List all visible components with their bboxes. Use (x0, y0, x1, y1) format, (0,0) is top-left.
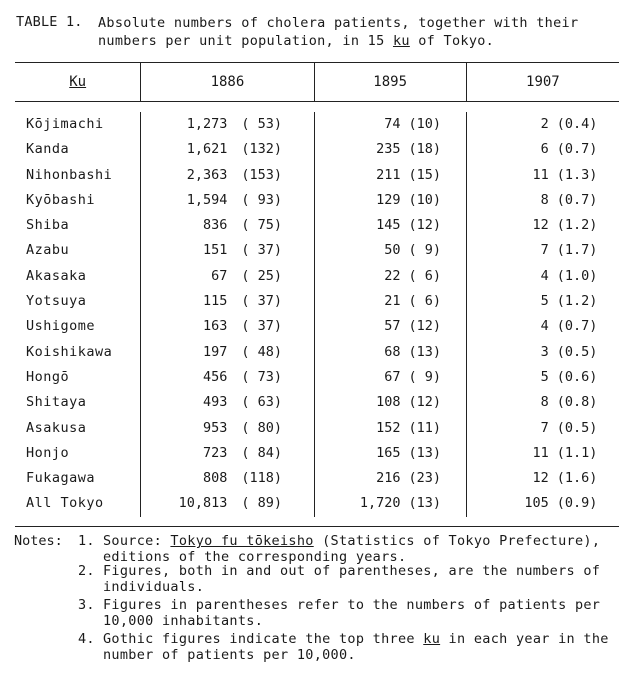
patient-count: 67 (384, 368, 401, 385)
table-row-1886 (141, 137, 313, 162)
table-row-1907 (467, 163, 619, 188)
patient-count: 163 (202, 318, 228, 335)
note-text-start: Figures in parentheses refer to the numbers of patients per 10,000 inhabitants. (103, 597, 601, 629)
patient-count: 5 (540, 293, 549, 310)
rate-per-10000: (1.6) (556, 470, 598, 487)
patient-count: 50 (384, 242, 401, 259)
rate-per-10000: ( 37) (241, 242, 283, 259)
table-row-1907 (467, 188, 619, 213)
rate-per-10000: ( 37) (241, 293, 283, 310)
table-row-1895 (315, 163, 466, 188)
rate-per-10000: (118) (241, 470, 283, 487)
rate-per-10000: ( 63) (241, 394, 283, 411)
ku-name: Nihonbashi (26, 166, 113, 183)
notes-label: Notes: (14, 533, 63, 549)
rate-per-10000: (15) (408, 166, 442, 183)
rate-per-10000: (1.0) (556, 267, 598, 284)
header-ku (15, 63, 140, 101)
rate-per-10000: (0.5) (556, 419, 598, 436)
rate-per-10000: (0.4) (556, 116, 598, 132)
table-row-1895 (315, 137, 466, 162)
ku-name: Hongō (26, 368, 70, 385)
rate-per-10000: (18) (408, 141, 442, 158)
table-row-1886 (141, 188, 313, 213)
patient-count: 129 (376, 191, 401, 208)
rate-per-10000: (1.2) (556, 217, 598, 234)
table-row-1907 (467, 340, 619, 365)
patient-count: 57 (384, 318, 401, 335)
rate-per-10000: ( 84) (241, 444, 283, 461)
rate-per-10000: (13) (408, 495, 442, 512)
rate-per-10000: ( 6) (408, 293, 442, 310)
patient-count: 11 (532, 444, 549, 461)
table-row-1895 (315, 491, 466, 516)
note-underlined-term: Tokyo fu tōkeisho (170, 533, 314, 549)
ku-name: All Tokyo (26, 495, 104, 512)
rate-per-10000: ( 75) (241, 217, 283, 234)
table-row-1895 (315, 112, 466, 137)
rate-per-10000: (132) (241, 141, 283, 158)
ku-name: Yotsuya (26, 293, 87, 310)
patient-count: 493 (202, 394, 228, 411)
ku-name: Asakusa (26, 419, 87, 436)
table-row-1886 (141, 213, 313, 238)
rate-per-10000: ( 37) (241, 318, 283, 335)
table-row-1907 (467, 390, 619, 415)
rate-per-10000: (0.7) (556, 191, 598, 208)
patient-count: 235 (376, 141, 401, 158)
table-row-1907 (467, 365, 619, 390)
rate-per-10000: ( 89) (241, 495, 283, 512)
ku-name: Shitaya (26, 394, 87, 411)
rate-per-10000: ( 48) (241, 343, 283, 360)
note-text (103, 597, 623, 629)
table-row-1895 (315, 289, 466, 314)
note-text-end: in each year in the number of patients per 10,000. (103, 631, 609, 663)
ku-name: Ushigome (26, 318, 96, 335)
patient-count: 74 (384, 116, 401, 132)
note-number: 1. (78, 533, 95, 549)
patient-count: 6 (540, 141, 549, 158)
rate-per-10000: (0.9) (556, 495, 598, 512)
note-text-start: Source: (103, 533, 171, 549)
patient-count: 165 (376, 444, 401, 461)
column-1886 (140, 112, 313, 517)
table-row-1895 (315, 264, 466, 289)
patient-count: 216 (376, 470, 401, 487)
table-row-1895 (315, 466, 466, 491)
table-row-1886 (141, 466, 313, 491)
ku-name: Fukagawa (26, 470, 96, 487)
rate-per-10000: ( 93) (241, 191, 283, 208)
patient-count: 115 (202, 293, 228, 310)
table-header-row (15, 63, 619, 102)
cholera-table (15, 62, 619, 527)
rate-per-10000: (0.5) (556, 343, 598, 360)
rate-per-10000: (1.2) (556, 293, 598, 310)
patient-count: 108 (376, 394, 401, 411)
note-text (103, 563, 623, 595)
note-text-start: Gothic figures indicate the top three (103, 631, 424, 647)
patient-count: 68 (384, 343, 401, 360)
patient-count: 7 (540, 242, 549, 259)
column-1907 (466, 112, 619, 517)
rate-per-10000: ( 25) (241, 267, 283, 284)
patient-count: 4 (540, 318, 549, 335)
table-body (15, 102, 619, 526)
rate-per-10000: (10) (408, 191, 442, 208)
table-row-1907 (467, 314, 619, 339)
column-ku (15, 112, 140, 517)
note-number: 2. (78, 563, 95, 579)
ku-name: Koishikawa (26, 343, 113, 360)
header-year-1886: 1886 (140, 63, 313, 101)
table-row-1886 (141, 390, 313, 415)
table-row-1907 (467, 491, 619, 516)
rate-per-10000: (0.6) (556, 368, 598, 385)
note-text (103, 631, 623, 663)
table-row-1886 (141, 314, 313, 339)
table-row-1886 (141, 365, 313, 390)
patient-count: 2 (540, 116, 549, 132)
patient-count: 8 (540, 191, 549, 208)
table-row-1907 (467, 238, 619, 263)
patient-count: 7 (540, 419, 549, 436)
table-row-1895 (315, 188, 466, 213)
patient-count: 456 (202, 368, 228, 385)
patient-count: 12 (532, 470, 549, 487)
patient-count: 2,363 (186, 166, 228, 183)
table-row-1886 (141, 264, 313, 289)
ku-name: Kyōbashi (26, 191, 96, 208)
rate-per-10000: (11) (408, 419, 442, 436)
title-text: Absolute numbers of cholera patients, together with their numbers per unit population, in 15 (98, 15, 579, 49)
title-ku: ku (392, 33, 410, 49)
patient-count: 197 (202, 343, 228, 360)
rate-per-10000: (0.8) (556, 394, 598, 411)
patient-count: 211 (376, 166, 401, 183)
table-row-1907 (467, 441, 619, 466)
table-row-1895 (315, 238, 466, 263)
rate-per-10000: (12) (408, 318, 442, 335)
rate-per-10000: (0.7) (556, 318, 598, 335)
patient-count: 953 (202, 419, 228, 436)
table-row-1907 (467, 416, 619, 441)
ku-name: Shiba (26, 217, 70, 234)
patient-count: 5 (540, 368, 549, 385)
table-row-1907 (467, 264, 619, 289)
table-row-1895 (315, 416, 466, 441)
title-text-end: of Tokyo. (409, 33, 495, 49)
note-text-end: (Statistics of Tokyo Prefecture), editions of the corresponding years. (103, 533, 601, 565)
rate-per-10000: (23) (408, 470, 442, 487)
patient-count: 1,621 (186, 141, 228, 158)
patient-count: 145 (376, 217, 401, 234)
table-row-1895 (315, 340, 466, 365)
patient-count: 808 (202, 470, 228, 487)
patient-count: 21 (384, 293, 401, 310)
table-row-1907 (467, 466, 619, 491)
ku-name: Akasaka (26, 267, 87, 284)
header-ku-label: Ku (69, 74, 87, 90)
table-row-1895 (315, 314, 466, 339)
table-row-1907 (467, 112, 619, 137)
table-row-1886 (141, 289, 313, 314)
table-row-1886 (141, 340, 313, 365)
rate-per-10000: (1.1) (556, 444, 598, 461)
table-row-1895 (315, 390, 466, 415)
rate-per-10000: (153) (241, 166, 283, 183)
patient-count: 1,273 (186, 116, 228, 132)
note-underlined-term: ku (423, 631, 441, 647)
ku-name: Honjo (26, 444, 70, 461)
rate-per-10000: (13) (408, 343, 442, 360)
header-year-1907: 1907 (466, 63, 619, 101)
rate-per-10000: (10) (408, 116, 442, 132)
table-row-1886 (141, 112, 313, 137)
ku-name: Kōjimachi (26, 116, 104, 132)
ku-name: Azabu (26, 242, 70, 259)
rate-per-10000: (1.3) (556, 166, 598, 183)
rate-per-10000: ( 6) (408, 267, 442, 284)
patient-count: 723 (202, 444, 228, 461)
rate-per-10000: (12) (408, 394, 442, 411)
note-text-start: Figures, both in and out of parentheses, are the numbers of individuals. (103, 563, 601, 595)
patient-count: 10,813 (178, 495, 228, 512)
patient-count: 152 (376, 419, 401, 436)
patient-count: 11 (532, 166, 549, 183)
rate-per-10000: (1.7) (556, 242, 598, 259)
patient-count: 151 (202, 242, 228, 259)
table-row-1907 (467, 213, 619, 238)
table-row-1895 (315, 365, 466, 390)
table-row-1886 (141, 238, 313, 263)
patient-count: 22 (384, 267, 401, 284)
table-row-1886 (141, 441, 313, 466)
rate-per-10000: ( 9) (408, 368, 442, 385)
patient-count: 836 (202, 217, 228, 234)
note-number: 4. (78, 631, 95, 647)
rate-per-10000: ( 80) (241, 419, 283, 436)
table-row-1886 (141, 491, 313, 516)
table-label: TABLE 1. (16, 14, 83, 30)
patient-count: 105 (524, 495, 549, 512)
rate-per-10000: ( 9) (408, 242, 442, 259)
patient-count: 12 (532, 217, 549, 234)
rate-per-10000: (0.7) (556, 141, 598, 158)
header-year-1895: 1895 (314, 63, 466, 101)
rate-per-10000: (12) (408, 217, 442, 234)
note-text (103, 533, 623, 565)
table-row-1886 (141, 163, 313, 188)
rate-per-10000: ( 53) (241, 116, 283, 132)
patient-count: 67 (211, 267, 228, 284)
table-row-1907 (467, 137, 619, 162)
patient-count: 8 (540, 394, 549, 411)
column-1895 (314, 112, 466, 517)
note-number: 3. (78, 597, 95, 613)
patient-count: 4 (540, 267, 549, 284)
table-row-1886 (141, 416, 313, 441)
patient-count: 3 (540, 343, 549, 360)
rate-per-10000: ( 73) (241, 368, 283, 385)
table-row-1895 (315, 213, 466, 238)
table-row-1907 (467, 289, 619, 314)
rate-per-10000: (13) (408, 444, 442, 461)
table-row-1895 (315, 441, 466, 466)
patient-count: 1,720 (359, 495, 401, 512)
ku-name: Kanda (26, 141, 70, 158)
patient-count: 1,594 (186, 191, 228, 208)
table-title (98, 14, 618, 50)
